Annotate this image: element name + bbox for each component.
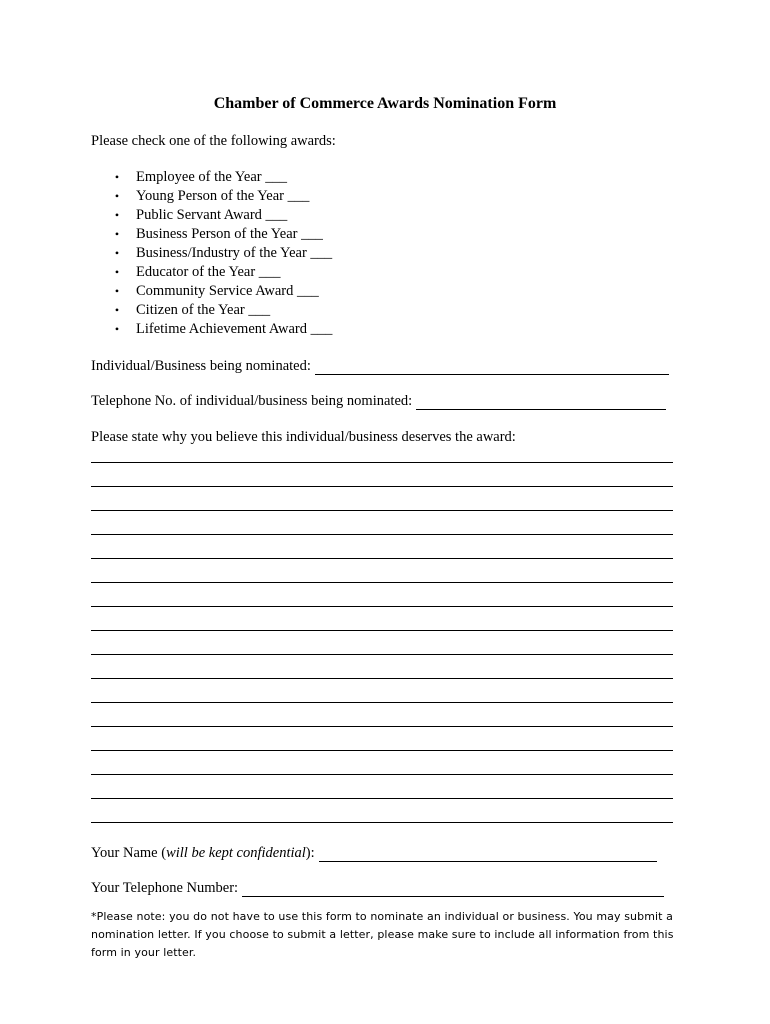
- reason-label: Please state why you believe this individual/business deserves the award:: [91, 429, 516, 445]
- your-phone-label: Your Telephone Number:: [91, 880, 239, 896]
- nominee-label: Individual/Business being nominated:: [91, 358, 311, 374]
- bullet-icon: •: [114, 265, 120, 279]
- reason-line[interactable]: [91, 534, 673, 535]
- nominee-input-line[interactable]: [315, 360, 669, 375]
- bullet-icon: •: [114, 322, 120, 336]
- your-phone-field: [91, 879, 664, 897]
- award-option-label: Lifetime Achievement Award ___: [136, 321, 333, 337]
- reason-line[interactable]: [91, 822, 673, 823]
- reason-line[interactable]: [91, 510, 673, 511]
- nominee-phone-field: [91, 392, 666, 410]
- reason-line[interactable]: [91, 654, 673, 655]
- reason-line[interactable]: [91, 702, 673, 703]
- bullet-icon: •: [114, 284, 120, 298]
- bullet-icon: •: [114, 189, 120, 203]
- reason-line[interactable]: [91, 606, 673, 607]
- your-name-label: Your Name (will be kept confidential):: [91, 845, 315, 861]
- award-option-label: Business/Industry of the Year ___: [136, 245, 333, 261]
- award-option-label: Community Service Award ___: [136, 283, 319, 299]
- bullet-icon: •: [114, 208, 120, 222]
- form-title: Chamber of Commerce Awards Nomination Form: [213, 95, 557, 112]
- award-option-label: Educator of the Year ___: [136, 264, 281, 280]
- reason-line[interactable]: [91, 486, 673, 487]
- nominee-field: [91, 357, 669, 375]
- award-option-label: Public Servant Award ___: [136, 207, 288, 223]
- award-option-label: Citizen of the Year ___: [136, 302, 271, 318]
- award-option-label: Young Person of the Year ___: [136, 188, 310, 204]
- reason-line[interactable]: [91, 678, 673, 679]
- footnote: *Please note: you do not have to use this form to nominate an individual or business. You may submit a nomination letter. If you choose to submit a letter, please make sure to include all information from this form in your letter.: [91, 910, 674, 959]
- your-name-field: [91, 844, 657, 862]
- bullet-icon: •: [114, 303, 120, 317]
- your-phone-input-line[interactable]: [242, 882, 664, 897]
- nominee-phone-input-line[interactable]: [416, 395, 666, 410]
- bullet-icon: •: [114, 246, 120, 260]
- reason-line[interactable]: [91, 750, 673, 751]
- reason-line[interactable]: [91, 798, 673, 799]
- reason-line[interactable]: [91, 630, 673, 631]
- reason-line[interactable]: [91, 558, 673, 559]
- reason-line[interactable]: [91, 582, 673, 583]
- nominee-phone-label: Telephone No. of individual/business being nominated:: [91, 393, 413, 409]
- award-option-label: Employee of the Year ___: [136, 169, 288, 185]
- reason-line[interactable]: [91, 462, 673, 463]
- reason-line[interactable]: [91, 774, 673, 775]
- reason-line[interactable]: [91, 726, 673, 727]
- award-instructions: Please check one of the following awards:: [91, 133, 336, 149]
- bullet-icon: •: [114, 170, 120, 184]
- award-option-label: Business Person of the Year ___: [136, 226, 323, 242]
- bullet-icon: •: [114, 227, 120, 241]
- your-name-input-line[interactable]: [319, 847, 657, 862]
